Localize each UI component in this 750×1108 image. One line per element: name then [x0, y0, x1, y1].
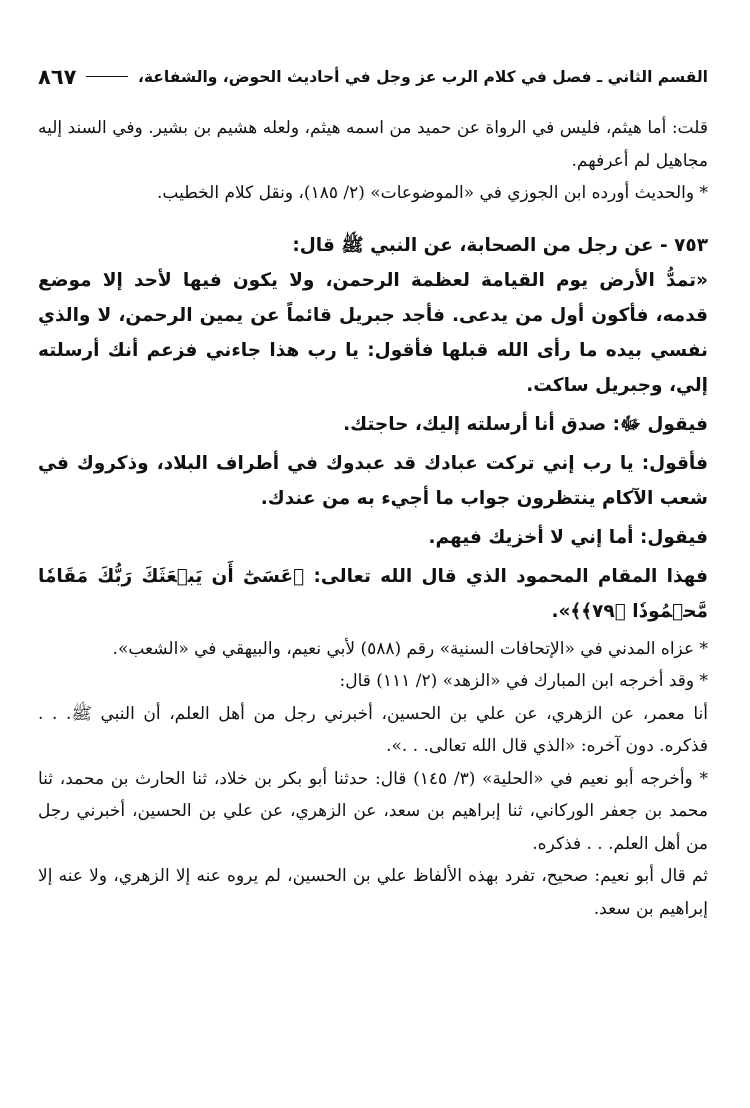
hadith-text: «تمدُّ الأرض يوم القيامة لعظمة الرحمن، ولا يكون فيها لأحد إلا موضع قدمه، فأكون أول من يدعى. فأجد جبريل قائماً عن يمين الرحمن، لا والذي نفسي بيده ما رأى الله قبلها فأقول: يا رب هذا جاءني فزعم أنك أرسلته إلي، وجبريل ساكت.: [38, 269, 708, 396]
commentary-paragraph: * والحديث أورده ابن الجوزي في «الموضوعات» (٢/ ١٨٥)، ونقل كلام الخطيب.: [157, 183, 708, 203]
header-rule: [86, 76, 128, 77]
commentary-paragraph: قلت: أما هيثم، فليس في الرواة عن حميد من اسمه هيثم، ولعله هشيم بن بشير. وفي السند إليه مجاهيل لم أعرفهم.: [38, 118, 708, 171]
spacer: [38, 210, 708, 228]
running-header: [38, 60, 708, 94]
commentary-paragraph: ثم قال أبو نعيم: صحيح، تفرد بهذه الألفاظ علي بن الحسين، لم يروه عنه إلا الزهري، ولا عنه إلا إبراهيم بن سعد.: [38, 866, 708, 919]
hadith-heading: ٧٥٣ - عن رجل من الصحابة، عن النبي ﷺ قال:: [292, 234, 708, 256]
commentary-paragraph: * وقد أخرجه ابن المبارك في «الزهد» (٢/ ١١١) قال:: [339, 671, 708, 691]
page-body: [38, 112, 708, 925]
hadith-text: فيقول ﷻ: صدق أنا أرسلته إليك، حاجتك.: [343, 413, 708, 435]
hadith-text: فيقول: أما إني لا أخزيك فيهم.: [428, 526, 708, 548]
commentary-paragraph: * عزاه المدني في «الإتحافات السنية» رقم (٥٨٨) لأبي نعيم، والبيهقي في «الشعب».: [112, 638, 708, 659]
page-number: ٨٦٧: [38, 65, 77, 89]
hadith-text-quran-verse: فهذا المقام المحمود الذي قال الله تعالى: ﴿عَسَىٰٓ أَن يَبۡعَثَكَ رَبُّكَ مَقَامٗا مَّحۡمُودٗا ﴿٧٩﴾﴾».: [38, 565, 708, 622]
commentary-paragraph: * وأخرجه أبو نعيم في «الحلية» (٣/ ١٤٥) قال: حدثنا أبو بكر بن خلاد، ثنا الحارث بن محمد، ثنا محمد بن جعفر الوركاني، ثنا إبراهيم بن سعد، عن الزهري، عن علي بن الحسين، أخبرني رجل من أهل العلم. . . فذكره.: [38, 768, 708, 854]
running-header-title: القسم الثاني ـ فصل في كلام الرب عز وجل في أحاديث الحوض، والشفاعة،: [138, 68, 708, 86]
commentary-paragraph: أنا معمر، عن الزهري، عن علي بن الحسين، أخبرني رجل من أهل العلم، أن النبي ﷺ. . . فذكره. دون آخره: «الذي قال الله تعالى. . .».: [38, 703, 708, 756]
hadith-text: فأقول: يا رب إني تركت عبادك قد عبدوك في أطراف البلاد، وذكروك في شعب الآكام ينتظرون جواب ما أجيء به من عندك.: [38, 452, 708, 509]
